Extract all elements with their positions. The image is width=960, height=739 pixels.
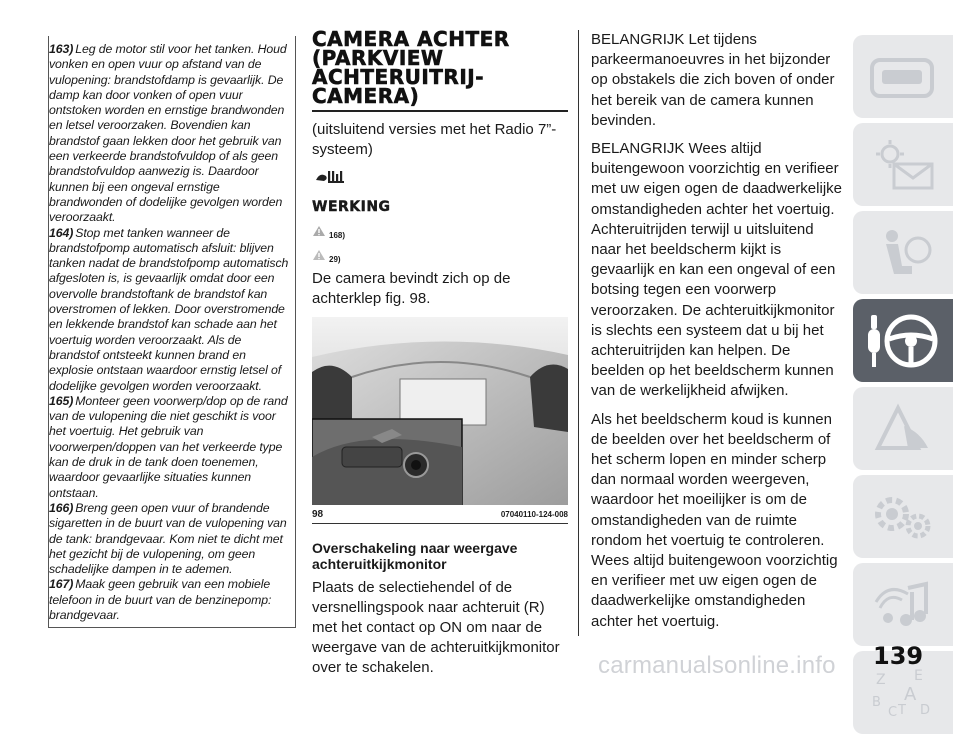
- section-title: [312, 27, 568, 108]
- warning-164: [49, 226, 291, 394]
- airbag-seat-icon: [868, 226, 938, 280]
- warning-165: [49, 394, 291, 501]
- warning-167: [49, 577, 291, 623]
- tab-warning-lights[interactable]: [853, 123, 953, 206]
- figure-caption: [312, 505, 568, 524]
- index-letter: D: [920, 702, 931, 718]
- caution-ref-29: [312, 245, 568, 265]
- warning-number: 166): [49, 500, 74, 515]
- rear-view-text: Plaats de selectiehendel of de versnellingspook naar achteruit (R) met het contact op ON om naar de weergave van de achteruitkijkmonitor over te schakelen.: [312, 579, 560, 676]
- warning-number: 163): [49, 42, 74, 56]
- watermark-text: carmanualsonline.info: [598, 652, 836, 679]
- middle-column: [312, 27, 568, 678]
- warning-number: 165): [49, 393, 74, 408]
- index-letter: Z: [876, 671, 886, 688]
- intro-text: (uitsluitend versies met het Radio 7”-systeem): [312, 121, 557, 158]
- warning-text: Monteer geen voorwerp/dop op de rand van de vulopening die niet geschikt is voor het voertuig. Het gebruik van voorwerpen/doppen van het verkeerde type kan de druk in de tank doen toenemen, waardoor gevaarlijke situaties kunnen ontstaan.: [49, 393, 288, 500]
- warning-triangle-icon: [312, 225, 326, 237]
- figure-rear-camera: [312, 317, 568, 505]
- warnings-box: [48, 36, 296, 628]
- tab-emergency[interactable]: [853, 387, 953, 470]
- chapter-sidebar: [853, 35, 960, 739]
- gears-icon: [868, 490, 938, 544]
- car-icon: [868, 50, 938, 104]
- title-line: (PARKVIEW: [312, 46, 444, 70]
- camera-location-text: De camera bevindt zich op de achterklep fig. 98.: [312, 270, 511, 307]
- warning-text: Stop met tanken wanneer de brandstofpomp automatisch afsluit: blijven tanken nadat de brandstofpomp automatisch afgesloten is, is gevaarlijk omdat door een overvolle brandstoftank de brandstof kan overstromen of lekken. Door overstromende en lekkende brandstof kan schade aan het voertuig worden veroorzaakt. Als de brandstof ontsteekt kunnen brand en explosie ontstaan waardoor ernstig letsel of dodelijke gevolgen worden veroorzaakt.: [49, 225, 289, 393]
- warning-text: Breng geen open vuur of brandende sigaretten in de buurt van de vulopening van de tank: brandgevaar. Kom niet te dicht met het gezicht bij de vulopening, om geen schadelijke dampen in te ademen.: [49, 500, 287, 577]
- index-letter: B: [872, 694, 881, 710]
- subheading-rear-view: Overschakeling naar weergave achteruitkijkmonitor: [312, 540, 518, 572]
- tab-starting-driving[interactable]: [853, 299, 953, 382]
- warning-163: [49, 42, 291, 226]
- tab-maintenance[interactable]: [853, 475, 953, 558]
- warning-number: 164): [49, 225, 74, 240]
- warning-number: 167): [49, 577, 74, 592]
- ref-number: 168): [329, 230, 346, 240]
- multimedia-note-icon: [868, 578, 938, 632]
- emergency-triangle-icon: [868, 402, 938, 456]
- title-divider: [312, 110, 568, 112]
- paragraph: BELANGRIJK Let tijdens parkeermanoeuvres in het bijzonder op obstakels die zich boven of onder het bereik van de camera kunnen bevinden.: [591, 31, 835, 129]
- figure-number: 98: [312, 508, 324, 520]
- title-line: CAMERA ACHTER: [312, 27, 510, 51]
- title-line: ACHTERUITRIJ-: [312, 65, 485, 89]
- version-icon: [314, 168, 568, 191]
- warning-ref-168: [312, 221, 568, 241]
- tab-safety[interactable]: [853, 211, 953, 294]
- index-letter: C: [888, 704, 898, 720]
- right-column: [591, 30, 843, 640]
- paragraph: Als het beeldscherm koud is kunnen de beelden over het beeldscherm of het scherm lopen en minder scherp dan normaal worden weergeven, waardoor het moeilijker is om de omstandigheden van de ruimte rondom het voertuig te controleren. Wees altijd buitengewoon voorzichtig en verifieer met uw eigen ogen de daadwerkelijke omstandigheden achter het voertuig.: [591, 410, 838, 630]
- page-number: 139: [873, 642, 924, 670]
- warning-text: Maak geen gebruik van een mobiele telefoon in de buurt van de benzinepomp: brandgevaar.: [49, 577, 272, 622]
- caution-triangle-icon: [312, 249, 326, 261]
- warning-light-envelope-icon: [868, 138, 938, 192]
- figure-code: 07040110-124-008: [500, 509, 568, 519]
- tab-car-dashboard[interactable]: [853, 35, 953, 118]
- tab-multimedia[interactable]: [853, 563, 953, 646]
- warning-text: Leg de motor stil voor het tanken. Houd vonken en open vuur op afstand van de vulopening: brandstofdamp is gevaarlijk. De damp kan door vonken of open vuur ontstoken worden en ernstige brandwonden en letsel veroorzaken. Bovendien kan brandstof gaan lekken door het gebruik van een verkeerde brandstofvuldop of als geen brandstofvuldop aanwezig is. Daardoor kunnen bij een ongeval ernstige brandwonden of dodelijke gevolgen worden veroorzaakt.: [49, 42, 287, 225]
- column-divider: [578, 30, 579, 636]
- subheading-werking: WERKING: [312, 199, 391, 215]
- key-steering-wheel-icon: [865, 311, 941, 371]
- warning-166: [49, 501, 291, 577]
- index-letter: A: [904, 683, 917, 705]
- title-line: CAMERA): [312, 84, 420, 108]
- index-letters-icon: [868, 666, 938, 720]
- index-letter: T: [898, 702, 906, 718]
- index-letter: E: [914, 667, 923, 684]
- paragraph: BELANGRIJK Wees altijd buitengewoon voorzichtig en verifieer met uw eigen ogen de daadwerkelijke omstandigheden achter het voertuig. Achteruitrijden terwijl u uitsluitend naar het beeldscherm kijkt is gevaarlijk en kan een ongeval of een botsing tegen een voorwerp veroorzaken. De achteruitkijkmonitor is slechts een systeem dat u bij het achteruitrijden kan helpen. De beelden op het beeldscherm kunnen van de werkelijkheid afwijken.: [591, 140, 842, 400]
- ref-number: 29): [329, 254, 341, 264]
